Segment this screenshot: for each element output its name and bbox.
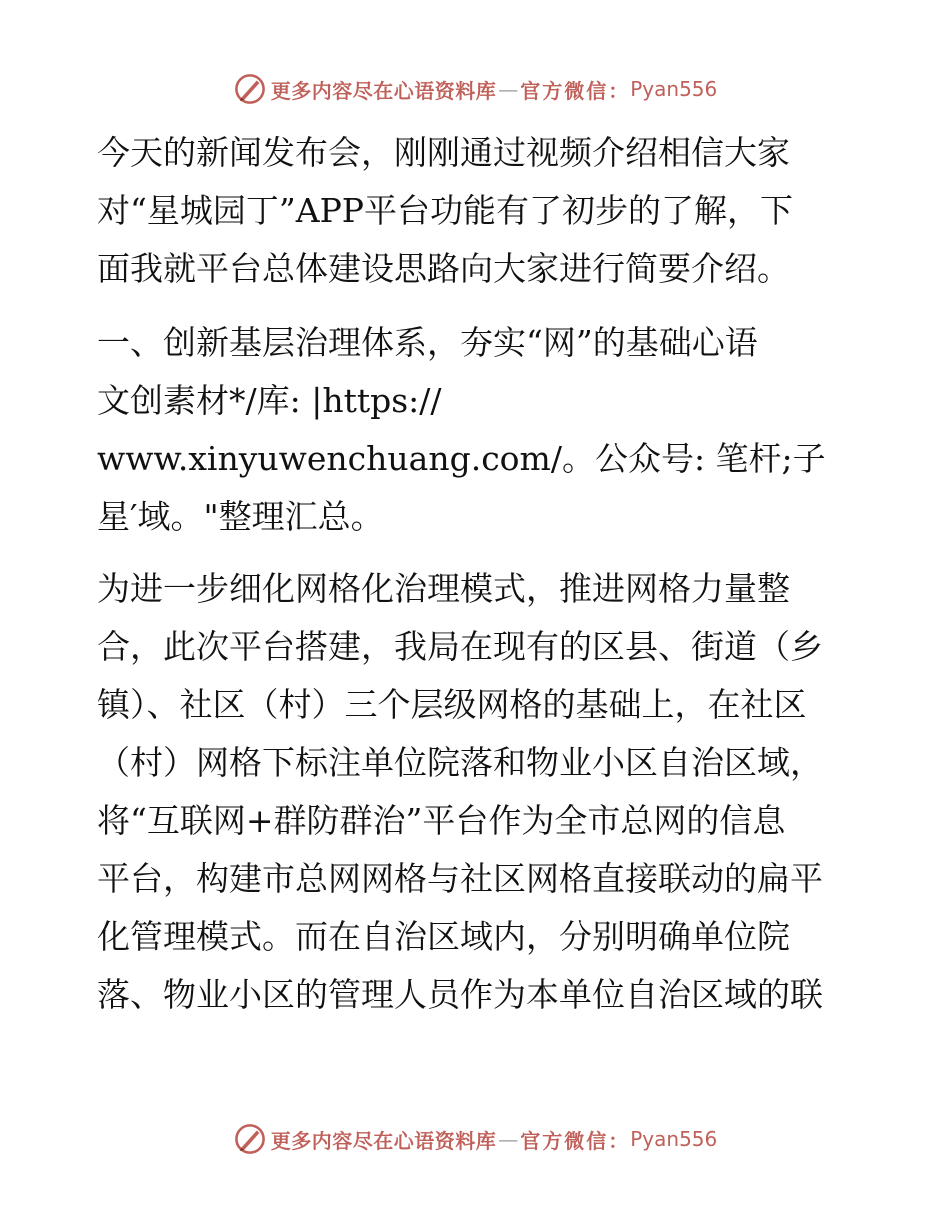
text-line: 面我就平台总体建设思路向大家进行简要介绍。 (97, 249, 790, 288)
text-line: 镇）、社区（村）三个层级网格的基础上，在社区 (97, 685, 807, 724)
paragraph-body (97, 560, 823, 1024)
watermark-wechat-id: Pyan556 (630, 77, 718, 101)
watermark-wechat-id: Pyan556 (630, 1127, 718, 1151)
watermark-text: 更多内容尽在心语资料库 (270, 1128, 497, 1153)
text-line: 为进一步细化网格化治理模式，推进网格力量整 (97, 569, 790, 608)
watermark-text: 更多内容尽在心语资料库 (270, 78, 497, 103)
header-watermark (0, 72, 950, 106)
watermark-dash: — (498, 77, 519, 101)
watermark-dash: — (498, 1127, 519, 1151)
watermark-wechat-label: 官方微信： (520, 78, 631, 103)
text-line: 文创素材*/库: |https:// (97, 381, 442, 420)
text-line: 落、物业小区的管理人员作为本单位自治区域的联 (97, 975, 823, 1014)
text-line: 星′域。"整理汇总。 (97, 497, 384, 536)
pen-logo-icon (233, 72, 267, 106)
text-line: 平台，构建市总网网格与社区网格直接联动的扁平 (97, 859, 823, 898)
text-line: www.xinyuwenchuang.com/。公众号: 笔杆;子 (97, 439, 826, 478)
text-line: 合，此次平台搭建，我局在现有的区县、街道（乡 (97, 627, 823, 666)
text-line: 一、创新基层治理体系，夯实“网”的基础心语 (97, 323, 758, 362)
text-line: 化管理模式。而在自治区域内，分别明确单位院 (97, 917, 790, 956)
text-line: （村）网格下标注单位院落和物业小区自治区域， (97, 743, 823, 782)
text-line: 将“互联网+群防群治”平台作为全市总网的信息 (97, 801, 786, 840)
watermark-wechat-label: 官方微信： (520, 1128, 631, 1153)
paragraph-intro (97, 124, 793, 298)
footer-watermark (0, 1122, 950, 1156)
text-line: 今天的新闻发布会，刚刚通过视频介绍相信大家 (97, 133, 790, 172)
paragraph-section-heading (97, 314, 826, 546)
pen-logo-icon (233, 1122, 267, 1156)
text-line: 对“星城园丁”APP平台功能有了初步的了解，下 (97, 191, 793, 230)
